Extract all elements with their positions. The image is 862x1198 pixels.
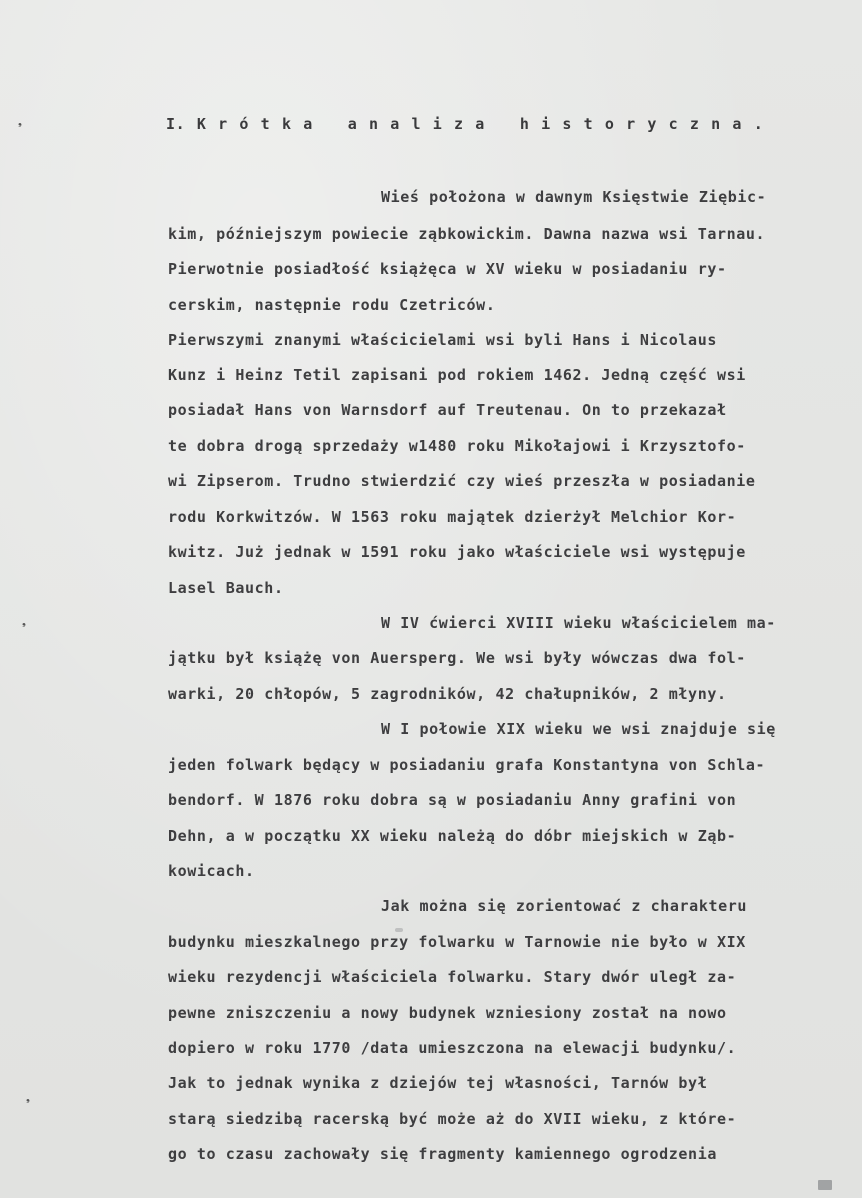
punch-mark-middle: ❟: [22, 617, 26, 628]
punch-mark-top: ❟: [18, 117, 22, 128]
text-line: Jak to jednak wynika z dziejów tej własności, Tarnów był: [168, 1074, 708, 1092]
text-line: rodu Korkwitzów. W 1563 roku majątek dzierżył Melchior Kor-: [168, 508, 737, 526]
punch-mark-bottom: ❟: [26, 1093, 30, 1104]
text-line: Dehn, a w początku XX wieku należą do dóbr miejskich w Ząb-: [168, 827, 737, 845]
text-line: Jak można się zorientować z charakteru: [381, 897, 747, 915]
text-line: starą siedzibą racerską być może aż do XVII wieku, z które-: [168, 1110, 737, 1128]
text-line: bendorf. W 1876 roku dobra są w posiadaniu Anny grafini von: [168, 791, 737, 809]
text-line: wi Zipserom. Trudno stwierdzić czy wieś przeszła w posiadanie: [168, 472, 756, 490]
ink-smudge: [395, 928, 403, 932]
text-line: cerskim, następnie rodu Czetriców.: [168, 296, 496, 314]
text-line: Lasel Bauch.: [168, 579, 284, 597]
text-line: Kunz i Heinz Tetil zapisani pod rokiem 1462. Jedną część wsi: [168, 366, 746, 384]
text-line: budynku mieszkalnego przy folwarku w Tarnowie nie było w XIX: [168, 933, 746, 951]
text-line: go to czasu zachowały się fragmenty kamiennego ogrodzenia: [168, 1145, 717, 1163]
text-line: jeden folwark będący w posiadaniu grafa Konstantyna von Schla-: [168, 756, 766, 774]
text-line: kwitz. Już jednak w 1591 roku jako właściciele wsi występuje: [168, 543, 746, 561]
text-line: pewne zniszczeniu a nowy budynek wzniesiony został na nowo: [168, 1004, 727, 1022]
archive-stamp-mark: [818, 1180, 832, 1190]
text-line: wieku rezydencji właściciela folwarku. Stary dwór uległ za-: [168, 968, 737, 986]
text-line: Pierwszymi znanymi właścicielami wsi byli Hans i Nicolaus: [168, 331, 717, 349]
text-line: posiadał Hans von Warnsdorf auf Treutenau. On to przekazał: [168, 401, 727, 419]
text-line: te dobra drogą sprzedaży w1480 roku Mikołajowi i Krzysztofo-: [168, 437, 746, 455]
section-heading: I. K r ó t k a a n a l i z a h i s t o r y c z n a .: [166, 115, 764, 133]
text-line: W I połowie XIX wieku we wsi znajduje się: [381, 720, 776, 738]
text-line: warki, 20 chłopów, 5 zagrodników, 42 chałupników, 2 młyny.: [168, 685, 727, 703]
text-line: W IV ćwierci XVIII wieku właścicielem ma-: [381, 614, 776, 632]
text-line: kim, późniejszym powiecie ząbkowickim. Dawna nazwa wsi Tarnau.: [168, 225, 766, 243]
text-line: dopiero w roku 1770 /data umieszczona na elewacji budynku/.: [168, 1039, 737, 1057]
text-line: kowicach.: [168, 862, 255, 880]
text-line: Wieś położona w dawnym Księstwie Ziębic-: [381, 188, 767, 206]
text-line: Pierwotnie posiadłość książęca w XV wieku w posiadaniu ry-: [168, 260, 727, 278]
text-line: jątku był książę von Auersperg. We wsi były wówczas dwa fol-: [168, 649, 746, 667]
